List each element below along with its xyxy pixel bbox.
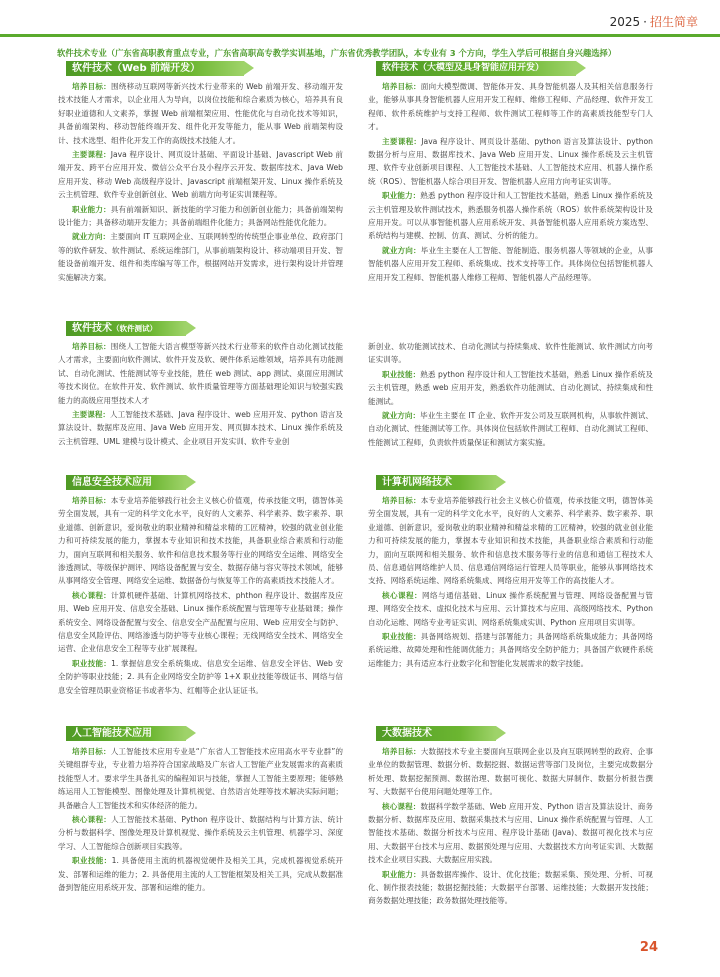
- title-sub: （软件测试）: [112, 324, 157, 333]
- section-title: [66, 475, 343, 490]
- paragraph-skills: [368, 368, 653, 408]
- section-software-testing-continued: [368, 340, 653, 450]
- paragraph-key: 核心课程：: [72, 815, 112, 825]
- paragraph-key: 职业技能：: [72, 856, 112, 866]
- paragraph-key: 主要课程：: [72, 410, 111, 420]
- paragraph-text: 具有前端新知识、新技能的学习能力和创新创业能力；具备前端架构设计能力；具备移动端开发能力；具备前端组件化能力；具备网站性能优化能力。: [58, 204, 344, 228]
- paragraph-career: [58, 230, 343, 284]
- paragraph-courses: [58, 589, 343, 656]
- paragraph-text: 1. 掌握信息安全系统集成、信息安全运维、信息安全评估、Web 安全防护等职业技能；2. 具有企业网络安全防护等 1+X 职业技能等级证书、网络与信息安全管理员职业资格证书或者华为、红帽等企业认证证书。: [58, 658, 343, 695]
- paragraph-text: Java 程序设计、网页设计基础、python 语言及算法设计、python 数据分析与应用、数据库技术、Java Web 应用开发、Linux 操作系统及云主机管理、软件专业创新项目课程、人工智能技术基础、人工智能技术应用、机器人操作系统（ROS）、智能机器人综合项目开发、智能机器人应用方向考证实训等。: [368, 136, 653, 186]
- header-separator: ·: [643, 15, 647, 29]
- title-main: 软件技术: [72, 323, 112, 334]
- paragraph-text: 人工智能技术基础、Python 程序设计、数据结构与计算方法、统计分析与数据科学、图像处理及计算机视觉、操作系统及云主机管理、机器学习、深度学习、人工智能综合创新项目实践等。: [58, 815, 344, 851]
- paragraph-key: 就业方向：: [72, 232, 111, 242]
- title-label: 计算机网络技术: [382, 477, 452, 488]
- paragraph-text: 1. 具备使用主流的机器视觉硬件及相关工具，完成机器视觉系统开发、部署和运维的能力；2. 具备使用主流的人工智能框架及相关工具，完成从数据准备到智能应用系统开发、部署和运维的能力。: [58, 856, 344, 893]
- paragraph-key: 职业能力：: [382, 191, 421, 201]
- section-title: [66, 321, 343, 336]
- paragraph-text: 人工智能技术基础、Java 程序设计、web 应用开发、python 语言及算法设计、数据库及应用、Java Web 应用开发、网页脚本技术、Linux 操作系统及云主机管理、UML 建模与设计模式、企业项目开发实训、软件专业创: [58, 410, 344, 446]
- paragraph-key: 就业方向：: [382, 411, 421, 421]
- paragraph-key: 职业能力：: [382, 869, 421, 879]
- paragraph-text: 网络与通信基础、Linux 操作系统配置与管理、网络设备配置与管理、网络安全技术、虚拟化技术与应用、云计算技术与应用、高级网络技术、Python 自动化运维、网络专业考证实训、网络系统集成实训、Python 应用项目实训等。: [368, 590, 654, 627]
- paragraph-key: 培养目标：: [382, 747, 421, 756]
- paragraph-key: 核心课程：: [72, 590, 111, 600]
- paragraph-key: 职业技能：: [382, 632, 421, 642]
- paragraph-text: 计算机硬件基础、计算机网络技术、phthon 程序设计、数据库及应用、Web 应用开发、信息安全基础、Linux 操作系统配置与管理等专业基础课；操作系统安全、网络设备配置与安全、信息安全产品配置与应用、Web 应用安全与防护、信息安全风险评估、网络渗透与防护等专业核心课程；无线网络安全技术、网络安全运营、企业信息安全工程等专业扩展课程。: [58, 590, 343, 654]
- paragraph-key: 培养目标：: [72, 747, 111, 756]
- paragraph-key: 职业技能：: [382, 369, 421, 379]
- paragraph-goal: [368, 80, 653, 134]
- paragraph-key: 主要课程：: [382, 136, 422, 146]
- paragraph-key: 就业方向：: [382, 245, 421, 255]
- section-information-security: [58, 475, 343, 698]
- paragraph-text: 主要面向 IT 互联网企业、互联网转型的传统型企事业单位、政府部门等的软件研发、软件测试、系统运维部门，从事前端架构设计、移动端项目开发、智能设备前端开发、组件和类库编写等工作，根据网站开发需求，进行架构设计并管理实施解决方案。: [58, 232, 344, 282]
- paragraph-career: [368, 244, 653, 284]
- title-label: [72, 321, 157, 336]
- paragraph-career: [368, 409, 653, 449]
- paragraph-goal: [58, 745, 343, 812]
- paragraph-courses-continued: [368, 340, 653, 367]
- paragraph-text: 面向大模型微调、智能体开发、具身智能机器人及其相关信息服务行业，能够从事具身智能机器人应用开发工程师、维修工程师、产品经理、软件开发工程师、软件系统维护与支持工程师、软件测试工程师等工作的高素质技能型专门人才。: [368, 82, 654, 132]
- paragraph-goal: [58, 80, 343, 147]
- section-ai-application: [368, 61, 653, 285]
- paragraph-text: 新创业、软功能测试技术、自动化测试与持续集成、软件性能测试、软件测试方向考证实训等。: [368, 342, 653, 365]
- paragraph-text: 围绕移动互联网等新兴技术行业带来的 Web 前端开发、移动端开发技术技能人才需求，以企业用人为导向，以岗位技能和综合素质为核心，培养具有良好职业道德和人文素养，掌握 Web 前端框架应用、性能优化与自动化技术等知识，具备前端架构、移动智能终端开发、组件化开发等能力，能从事 Web 前端架构设计、技术选型、组件化开发工作的高级技术技能人才。: [58, 82, 344, 145]
- paragraph-key: 培养目标：: [72, 342, 111, 351]
- software-major-intro: 软件技术专业（广东省高职教育重点专业，广东省高职高专教学实训基地，广东省优秀教学团队，本专业有 3 个方向，学生入学后可根据自身兴趣选择）: [57, 48, 617, 58]
- section-computer-network: [368, 475, 653, 671]
- header-divider: [0, 34, 720, 37]
- header-title: 招生简章: [649, 15, 698, 29]
- paragraph-courses: [368, 589, 653, 629]
- paragraph-key: 核心课程：: [382, 801, 421, 811]
- paragraph-key: 培养目标：: [382, 82, 421, 91]
- paragraph-text: 熟悉 python 程序设计和人工智能技术基础，熟悉 Linux 操作系统及云主机管理，熟悉 web 应用开发，熟悉软件功能测试、自动化测试、持续集成和性能测试。: [368, 369, 653, 406]
- paragraph-text: 本专业培养能够践行社会主义核心价值观，传承技能文明，德智体美劳全面发展，具有一定的科学文化水平，良好的人文素养、科学素养、数字素养、职业道德、创新意识，爱岗敬业的职业精神和精益求精的工匠精神，较强的就业创业能力和可持续发展的能力，掌握本专业知识和技术技能，具备职业综合素质和行动能力，面向互联网和相关服务、软件和信息技术服务等行业的网络安全运维、网络安全渗透测试、等级保护测评、网络设备配置与安全、数据存储与容灾等技术领域，能够从事网络安全管理、网络安全运维、数据备份与恢复等工作的高素质技术技能人才。: [58, 496, 344, 586]
- section-ai-technology: [58, 726, 343, 895]
- paragraph-courses: [368, 800, 653, 867]
- paragraph-text: 毕业生主要在人工智能、智能制造、服务机器人等领域的企业，从事智能机器人应用开发工程师、系统集成、技术支持等工作。具体岗位包括智能机器人应用开发工程师、智能机器人维修工程师、智能机器人产品经理等。: [368, 245, 654, 282]
- paragraph-text: 毕业生主要在 IT 企业、软件开发公司及互联网机构，从事软件测试、自动化测试、性能测试等工作。具体岗位包括软件测试工程师、自动化测试工程师、性能测试工程师，负责软件质量保证和测试方案实施。: [368, 411, 654, 447]
- paragraph-skills: [58, 203, 343, 230]
- paragraph-text: Java 程序设计、网页设计基础、平面设计基础、Javascript Web 前端开发、跨平台应用开发、微信公众平台及小程序云开发、数据库技术、Java Web 应用开发、移动 Web 高级程序设计、Javascript 前端框架开发、Linux 操作系统及云主机管理、软件专业创新创业、Web 前端方向考证实训课程等。: [58, 150, 343, 200]
- header-brochure-title: [610, 13, 698, 30]
- paragraph-goal: [58, 494, 343, 588]
- paragraph-courses: [368, 135, 653, 189]
- section-software-testing: [58, 321, 343, 449]
- paragraph-text: 本专业培养能够践行社会主义核心价值观，传承技能文明，德智体美劳全面发展，具有一定的科学文化水平，良好的人文素养、科学素养、数字素养、职业道德、创新意识，爱岗敬业的职业精神和精益求精的工匠精神，较强的就业创业能力和可持续发展的能力，掌握本专业知识和技术技能，具备职业综合素质和行动能力，面向互联网和相关服务、软件和信息技术服务等行业的信息和通信工程技术人员、信息通信网络维护人员、信息通信网络运行管理人员等职业，能够从事网络技术支持、网络系统运维、网络系统集成、网络应用开发等工作的高技能人才。: [368, 496, 654, 586]
- paragraph-key: 职业能力：: [72, 204, 111, 214]
- paragraph-skills: [368, 630, 653, 670]
- section-title: [66, 61, 343, 76]
- paragraph-text: 大数据技术专业主要面向互联网企业以及向互联网转型的政府、企事业单位的数据管理、数据分析、数据挖掘、数据运营等部门及岗位，主要完成数据分析处理、数据挖掘预测、数据治理、数据可视化、数据大屏制作、数据分析报告撰写、大数据平台使用问题处理等工作。: [368, 747, 654, 797]
- paragraph-key: 培养目标：: [72, 82, 111, 91]
- title-label: 大数据技术: [382, 728, 432, 739]
- paragraph-key: 职业技能：: [72, 658, 112, 668]
- title-label: 信息安全技术应用: [72, 477, 152, 488]
- paragraph-skills: [58, 657, 343, 697]
- paragraph-text: 围绕人工智能大语言模型等新兴技术行业带来的软件自动化测试技能人才需求，主要面向软件测试、软件开发及软、硬件体系运维领域，培养具有功能测试、自动化测试、性能测试等专业技能，胜任 web 测试、app 测试、桌面应用测试等技术岗位。在软件开发、软件测试、软件质量管理等方面基础理论知识与较强实践能力的高级应用型技术人才: [58, 342, 344, 405]
- paragraph-courses: [58, 148, 343, 202]
- paragraph-skills: [58, 854, 343, 894]
- section-title: [66, 726, 343, 741]
- paragraph-courses: [58, 813, 343, 853]
- section-big-data: [368, 726, 653, 909]
- paragraph-key: 主要课程：: [72, 150, 111, 160]
- section-web-frontend: [58, 61, 343, 285]
- paragraph-text: 数据科学数学基础、Web 应用开发、Python 语言及算法设计、商务数据分析、数据库及应用、数据采集技术与应用、Linux 操作系统配置与管理、人工智能技术基础、数据分析技术与应用、程序设计基础 (Java)、数据可视化技术与应用、大数据平台技术与应用、数据预处理与应用、大数据技术方向考证实训、大数据技术企业项目实践、大数据应用实践。: [368, 801, 654, 865]
- paragraph-text: 熟悉 python 程序设计和人工智能技术基础，熟悉 Linux 操作系统及云主机管理及软件测试技术，熟悉服务机器人操作系统（ROS）软件系统架构设计及应用开发。可以从事智能机器人应用系统开发、具备智能机器人应用系统方案选型、系统结构与建模、控制、仿真、测试、分析的能力。: [368, 191, 653, 241]
- paragraph-text: 具备网络规划、搭建与部署能力；具备网络系统集成能力；具备网络系统运维、故障处理和性能调优能力；具备网络安全防护能力；具备国产软硬件系统运维能力；具有适应本行业数字化和智能化发展需求的数字技能。: [368, 632, 654, 668]
- section-title: [376, 61, 653, 76]
- paragraph-text: 人工智能技术应用专业是“广东省人工智能技术应用高水平专业群”的关键组群专业，专业着力培养符合国家战略及广东省人工智能产业发展需求的高素质技能型人才。要求学生具备扎实的编程知识与技能，掌握人工智能主要原理；能够熟练运用人工智能模型、图像处理及计算机视觉、自然语言处理等技术解决实际问题；具备融合人工智能技术和实体经济的能力。: [58, 747, 344, 810]
- paragraph-text: 具备数据库操作、设计、优化技能；数据采集、预处理、分析、可视化、制作报表技能；数据挖掘技能；大数据平台部署、运维技能；大数据开发技能；商务数据处理技能；政务数据处理技能等。: [368, 869, 654, 906]
- paragraph-goal: [368, 494, 653, 588]
- section-title: [376, 475, 653, 490]
- title-label: 人工智能技术应用: [72, 728, 152, 739]
- paragraph-key: 培养目标：: [382, 496, 421, 505]
- paragraph-goal: [58, 340, 343, 407]
- section-title: [376, 726, 653, 741]
- title-label: 软件技术（大模型及具身智能应用开发）: [382, 63, 545, 73]
- paragraph-skills: [368, 189, 653, 243]
- page-number: 24: [639, 940, 658, 955]
- header-year: 2025: [609, 15, 641, 29]
- paragraph-key: 培养目标：: [72, 496, 111, 505]
- paragraph-skills: [368, 868, 653, 908]
- paragraph-key: 核心课程：: [382, 590, 423, 600]
- title-label: 软件技术（Web 前端开发）: [72, 63, 201, 74]
- paragraph-courses: [58, 408, 343, 448]
- paragraph-goal: [368, 745, 653, 799]
